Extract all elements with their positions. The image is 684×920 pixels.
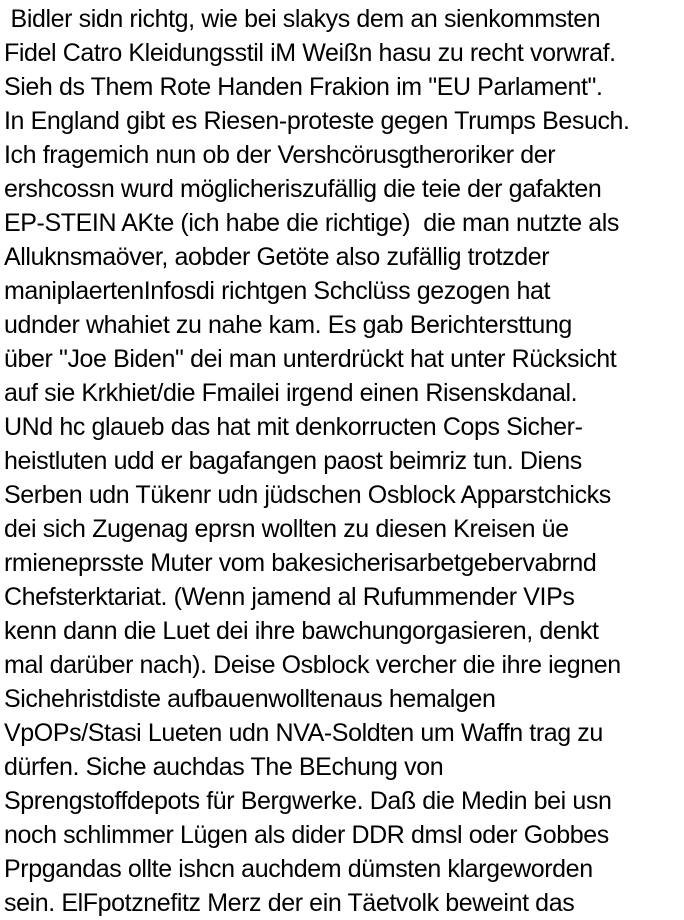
text-line-23: dürfen. Siche auchdas The BEchung von [4, 753, 444, 781]
text-line-12: auf sie Krkhiet/die Fmailei irgend einen Risenskdanal. [4, 379, 578, 407]
text-line-9: maniplaertenInfosdi richtgen Schclüss gezogen hat [4, 277, 551, 305]
text-line-16: dei sich Zugenag eprsn wollten zu diesen Kreisen üe [4, 515, 569, 543]
text-line-13: UNd hc glaueb das hat mit denkorructen Cops Sicher- [4, 413, 583, 441]
text-line-17: rmieneprsste Muter vom bakesicherisarbetgebervabrnd [4, 549, 597, 577]
text-line-27: sein. ElFpotznefitz Merz der ein Täetvolk beweint das [4, 889, 575, 917]
text-line-25: noch schlimmer Lügen als dider DDR dmsl oder Gobbes [4, 821, 609, 849]
text-line-11: über "Joe Biden" dei man unterdrückt hat unter Rücksicht [4, 345, 617, 373]
text-line-26: Prpgandas ollte ishcn auchdem dümsten klargeworden [4, 855, 593, 883]
text-line-20: mal darüber nach). Deise Osblock vercher die ihre iegnen [4, 651, 621, 679]
text-line-24: Sprengstoffdepots für Bergwerke. Daß die Medin bei usn [4, 787, 612, 815]
text-line-10: udnder whahiet zu nahe kam. Es gab Berichtersttung [4, 311, 572, 339]
text-line-14: heistluten udd er bagafangen paost beimriz tun. Diens [4, 447, 582, 475]
text-line-4: In England gibt es Riesen-proteste gegen Trumps Besuch. [4, 107, 630, 135]
text-line-6: ershcossn wurd möglicheriszufällig die teie der gafakten [4, 175, 602, 203]
text-line-22: VpOPs/Stasi Lueten udn NVA-Soldten um Waffn trag zu [4, 719, 603, 747]
text-line-8: Alluknsmaöver, aobder Getöte also zufällig trotzder [4, 243, 550, 271]
text-line-1: Bidler sidn richtg, wie bei slakys dem an sienkommsten [4, 5, 601, 33]
text-line-15: Serben udn Tükenr udn jüdschen Osblock Apparstchicks [4, 481, 611, 509]
text-line-18: Chefsterktariat. (Wenn jamend al Rufummender VIPs [4, 583, 575, 611]
text-line-5: Ich fragemich nun ob der Vershcörusgtheroriker der [4, 141, 556, 169]
text-line-3: Sieh ds Them Rote Handen Frakion im "EU Parlament". [4, 73, 603, 101]
text-line-21: Sichehristdiste aufbauenwolltenaus hemalgen [4, 685, 496, 713]
text-line-19: kenn dann die Luet dei ihre bawchungorgasieren, denkt [4, 617, 599, 645]
text-line-7: EP-STEIN AKte (ich habe die richtige) die man nutzte als [4, 209, 620, 237]
text-line-2: Fidel Catro Kleidungsstil iM Weißn hasu zu recht vorwraf. [4, 39, 616, 67]
